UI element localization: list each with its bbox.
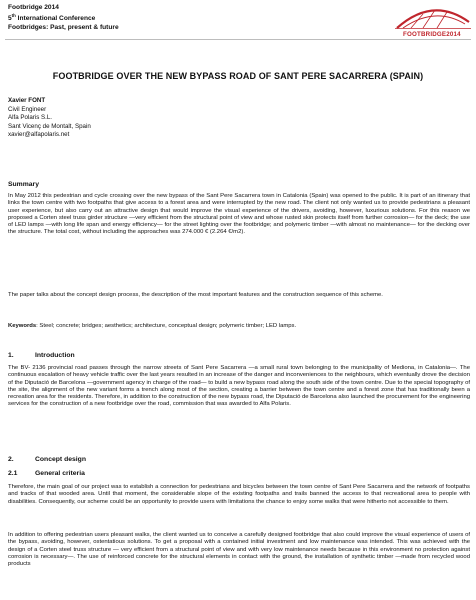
edition-suffix: th [11,13,16,19]
author-company: Alfa Polaris S.L. [8,114,53,122]
summary-paragraph-2: The paper talks about the concept design process, the description of the most important features and the construction sequence of this scheme. [8,292,383,298]
edition-number: 5 [8,15,12,23]
summary-paragraph-1: In May 2012 this pedestrian and cycle crossing over the new bypass of the Sant Pere Sacarrera town in Catalonia (Spain) was opened to the public. It is part of an itinerary that links the town centre with two footpaths that give access to a forest area and were interrupted by the new road. The client not only wanted us to provide pedestrians a pleasant user experience, but also carry out an attractive design that would improve the visual experience of the drivers, avoiding, however, luxurious solutions. For this reason we proposed a Corten steel truss girder structure —very efficient from the structural point of view and whose rusted skin protects itself from further corrosion— for the deck; the use of LED lamps —with long life span and energy efficiency— for the street lighting over the footbridge; and polymeric timber —with almost no maintenance— for the decking over the structure. The total cost, without including the approaches was 274.000 € (2.264 €/m2). [8,193,470,236]
summary-heading: Summary [8,181,39,188]
author-name: Xavier FONT [8,97,46,104]
section-1-paragraph: The BV- 2136 provincial road passes through the narrow streets of Sant Pere Sacarrera —a small rural town belonging to the municipality of Mediona, in Catalonia—. The continuous escalation of heavy vehicle traffic over the last years resulted in an increase of the danger and inconveniences to the neighbours, which eventually drove the decision of the Diputació de Barcelona —government agency in charge of the road— to build a new bypass road along the south side of the town centre. Due to the special topography of the site, the alignment of the new variant forms a trench along most of the section, creating a barrier between the town centre and a forest zone that has traditionally been a recreation area for the residents. Therefore, in addition to the construction of the new bypass road, the Diputació de Barcelona also launched the procurement for the engineering services for the construction of a new footbridge over the road, commission that was awarded to Alfa Polaris. [8,365,470,408]
footbridge2014-logo [393,2,473,38]
conference-theme: Footbridges: Past, present & future [8,24,119,31]
keywords-text: : Steel; concrete; bridges; aesthetics; architecture, conceptual design; polymeric timber; LED lamps. [36,323,297,329]
section-2-heading: Concept design [35,456,86,463]
keywords-line [8,323,470,329]
conference-name: Footbridge 2014 [8,4,59,11]
keywords-label: Keywords [8,323,37,329]
section-2-1-paragraph-1: Therefore, the main goal of our project was to establish a connection for pedestrians and bicycles between the town centre of Sant Pere Sacarrera and the network of footpaths and tracks of that wooded area. Until that moment, the considerable slope of the existing footpaths and trails banned the access to that recreational area to people with disabilities. Consequently, our scheme could be an opportunity to provide users with limitations the chance to enjoy some walks that were hitherto not accessible to them. [8,484,470,505]
logo-wordmark: FOOTBRIDGE2014 [403,31,461,38]
conference-header [8,4,119,32]
author-role: Civil Engineer [8,105,47,113]
section-1-number: 1. [8,352,14,359]
bridge-logo-icon [393,2,473,30]
author-email[interactable]: xavier@alfapolaris.net [8,131,70,139]
section-1-heading: Introduction [35,352,75,359]
header-divider [5,39,471,40]
conference-edition [8,12,119,24]
edition-label: International Conference [15,15,96,23]
section-2-1-number: 2.1 [8,470,18,477]
author-city: Sant Vicenç de Montalt, Spain [8,122,91,130]
paper-title: FOOTBRIDGE OVER THE NEW BYPASS ROAD OF SANT PERE SACARRERA (SPAIN) [52,71,424,81]
section-2-number: 2. [8,456,14,463]
section-2-1-paragraph-2: In addition to offering pedestrian users pleasant walks, the client wanted us to conceive a carefully designed footbridge that also could improve the visual experience of users of the bypass, avoiding, however, ostentatious solutions. To get a proposal with a contained initial investment and low maintenance was intended. This was achieved with the design of a Corten steel truss structure — very efficient from a structural point of view and with very low maintenance needs because in this environment no protection against corrosion is necessary—. The use of reinforced concrete for the structural elements in contact with the ground, the installation of synthetic timber —made from recycled wood products [8,532,470,567]
section-2-1-heading: General criteria [35,470,85,477]
author-block [8,97,91,140]
